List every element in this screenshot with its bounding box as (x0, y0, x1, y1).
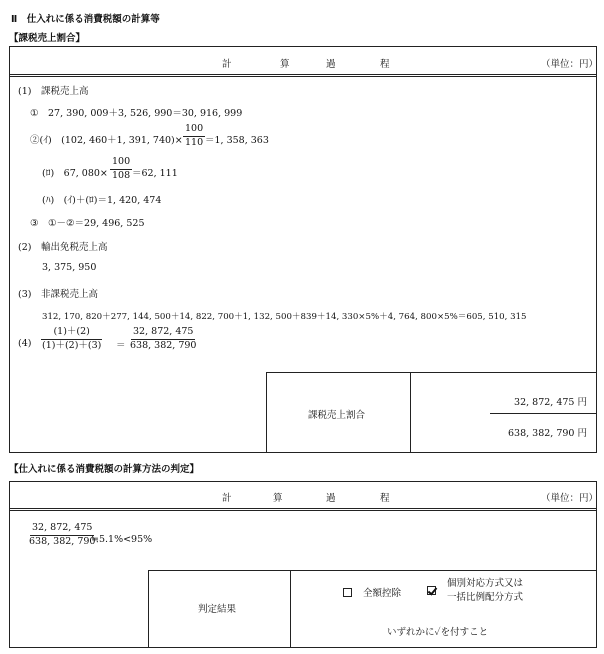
unit-label: （単位：円） (541, 493, 599, 504)
result-denominator: 638, 382, 790 円 (508, 428, 587, 439)
col-head-1: 計 (222, 59, 232, 70)
item4-label: (4) (18, 338, 32, 349)
result-box-top (266, 372, 596, 373)
item1-ro-prefix: (ﾛ) 67, 080× (42, 168, 108, 179)
item4-formula-fraction (40, 327, 103, 352)
section-title: Ⅱ 仕入れに係る消費税額の計算等 (11, 14, 160, 25)
col-head-4: 程 (380, 59, 390, 70)
item1-label: (1) 課税売上高 (18, 86, 89, 97)
judge-box-top (148, 570, 596, 571)
result-box-left (266, 372, 267, 453)
header-separator (10, 508, 596, 511)
item1-ro-fraction (110, 157, 132, 182)
checkbox-empty-icon[interactable] (343, 588, 352, 597)
item1-ha: (ﾊ) (ｲ)＋(ﾛ)＝1, 420, 474 (42, 195, 162, 206)
fraction-denominator: 110 (185, 136, 204, 148)
fraction-denominator: 108 (112, 169, 131, 181)
fraction-denominator: (1)＋(2)＋(3) (42, 339, 102, 351)
fraction-denominator: 638, 382, 790 (130, 339, 197, 351)
col-head-2: 算 (280, 59, 290, 70)
option-full-deduction[interactable] (343, 585, 401, 599)
part1-heading: 【課税売上割合】 (9, 33, 86, 44)
col-head-2: 算 (273, 493, 283, 504)
item1-line2-suffix: ＝1, 358, 363 (205, 135, 269, 146)
checkbox-checked-icon[interactable] (427, 586, 436, 595)
ratio-comparison: ≒5.1%<95% (91, 534, 153, 545)
item1-ro-suffix: ＝62, 111 (132, 168, 178, 179)
item1-line1: ① 27, 390, 009＋3, 526, 990＝30, 916, 999 (30, 108, 243, 119)
unit-label: （単位：円） (541, 59, 599, 70)
judge-label: 判定結果 (198, 604, 237, 615)
col-head-1: 計 (222, 493, 232, 504)
part2-heading: 【仕入れに係る消費税額の計算方法の判定】 (9, 464, 200, 475)
method-judgment-table (9, 481, 597, 648)
judge-box-divider (290, 570, 291, 648)
result-numerator: 32, 872, 475 円 (514, 397, 587, 408)
equals-sign: ＝ (116, 340, 126, 351)
header-separator (10, 74, 596, 77)
fraction-numerator: (1)＋(2) (41, 327, 101, 340)
option-label-line2: 一括比例配分方式 (447, 591, 524, 603)
item2-value: 3, 375, 950 (42, 262, 97, 273)
option-label: 全額控除 (363, 588, 402, 599)
result-box-divider (410, 372, 411, 453)
item1-line2-fraction (183, 124, 205, 149)
fraction-denominator: 638, 382, 790 (29, 535, 96, 547)
item2-label: (2) 輸出免税売上高 (18, 242, 108, 253)
fraction-numerator: 32, 872, 475 (131, 327, 195, 340)
ratio-fraction (27, 523, 97, 548)
judge-box-left (148, 570, 149, 648)
item1-line2-prefix: ②(ｲ) (102, 460＋1, 391, 740)× (30, 135, 183, 146)
option-label (447, 577, 523, 605)
option-proportional[interactable] (427, 577, 523, 605)
fraction-numerator: 100 (110, 157, 132, 170)
col-head-4: 程 (380, 493, 390, 504)
col-head-3: 過 (326, 59, 336, 70)
item3-value: 312, 170, 820＋277, 144, 500＋14, 822, 700＋1, 132, 500＋839＋14, 330×5%＋4, 764, 800×5%＝605, 510, 315 (42, 312, 527, 322)
option-label-line1: 個別対応方式又は (447, 578, 524, 589)
fraction-numerator: 100 (183, 124, 205, 137)
fraction-numerator: 32, 872, 475 (30, 523, 94, 536)
item3-label: (3) 非課税売上高 (18, 289, 98, 300)
item1-line3: ③ ①－②＝29, 496, 525 (30, 218, 145, 229)
instruction-note: いずれかに✓を付すこと (387, 627, 489, 638)
result-label: 課税売上割合 (308, 410, 366, 421)
item4-result-fraction (128, 327, 198, 352)
col-head-3: 過 (326, 493, 336, 504)
result-fraction-bar (490, 413, 596, 414)
